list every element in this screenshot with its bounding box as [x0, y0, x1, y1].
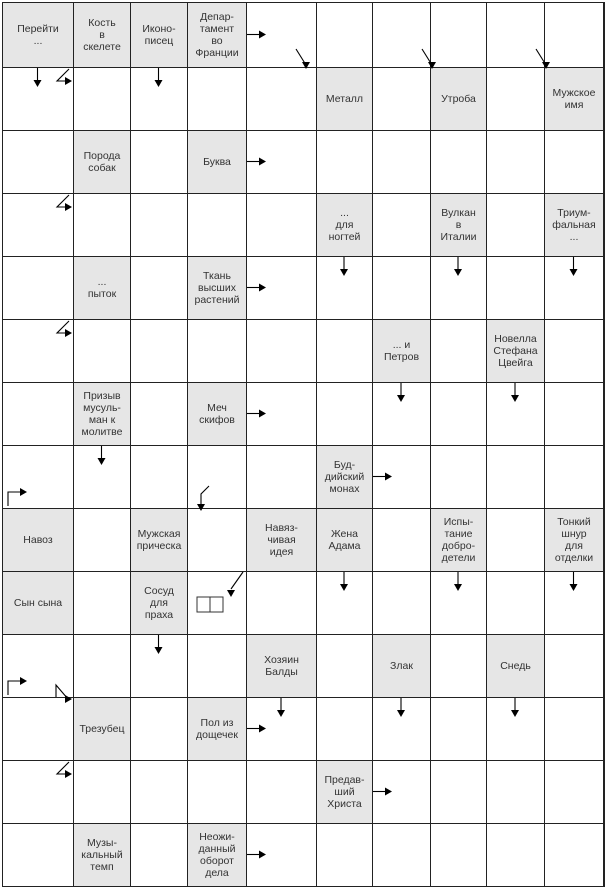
answer-cell[interactable] [187, 67, 247, 131]
answer-cell[interactable] [246, 2, 317, 68]
clue-cell: Неожи- данный оборот дела [187, 823, 247, 887]
answer-cell[interactable] [544, 2, 604, 68]
answer-cell[interactable] [372, 445, 431, 509]
answer-cell[interactable] [372, 823, 431, 887]
answer-cell[interactable] [430, 760, 487, 824]
answer-cell[interactable] [603, 130, 605, 194]
answer-cell[interactable] [603, 382, 605, 446]
answer-cell[interactable] [372, 67, 431, 131]
answer-cell[interactable] [130, 67, 188, 131]
answer-cell[interactable] [73, 571, 131, 635]
clue-cell: Новелла Стефана Цвейга [486, 319, 545, 383]
clue-cell: Триум- фальная ... [544, 193, 604, 257]
answer-cell[interactable] [372, 256, 431, 320]
clue-cell: Сосуд для праха [130, 571, 188, 635]
clue-cell: Ткань высших растений [187, 256, 247, 320]
clue-cell: Перейти ... [2, 2, 74, 68]
answer-cell[interactable] [603, 760, 605, 824]
answer-cell[interactable] [372, 2, 431, 68]
answer-cell[interactable] [430, 2, 487, 68]
answer-cell[interactable] [316, 697, 373, 761]
answer-cell[interactable] [486, 823, 545, 887]
clue-cell: Музы- кальный темп [73, 823, 131, 887]
answer-cell[interactable] [316, 319, 373, 383]
answer-cell[interactable] [246, 130, 317, 194]
answer-cell[interactable] [486, 760, 545, 824]
clue-cell: ... и Петров [372, 319, 431, 383]
answer-cell[interactable] [603, 697, 605, 761]
answer-cell[interactable] [372, 760, 431, 824]
answer-cell[interactable] [430, 823, 487, 887]
answer-cell[interactable] [130, 382, 188, 446]
answer-cell[interactable] [187, 445, 247, 509]
answer-cell[interactable] [430, 571, 487, 635]
answer-cell[interactable] [544, 697, 604, 761]
clue-cell: Вулкан в Италии [430, 193, 487, 257]
answer-cell[interactable] [130, 319, 188, 383]
answer-cell[interactable] [544, 571, 604, 635]
answer-cell[interactable] [372, 697, 431, 761]
answer-cell[interactable] [2, 130, 74, 194]
clue-cell: Мужское имя [544, 67, 604, 131]
answer-cell[interactable] [187, 571, 247, 635]
answer-cell[interactable] [246, 382, 317, 446]
answer-cell[interactable] [603, 193, 605, 257]
clue-cell: Сын сына [2, 571, 74, 635]
clue-cell: Навоз [2, 508, 74, 572]
answer-cell[interactable] [130, 256, 188, 320]
answer-cell[interactable] [486, 67, 545, 131]
answer-cell[interactable] [130, 760, 188, 824]
answer-cell[interactable] [603, 823, 605, 887]
answer-cell[interactable] [372, 193, 431, 257]
answer-cell[interactable] [316, 634, 373, 698]
clue-cell: Металл [316, 67, 373, 131]
answer-cell[interactable] [2, 382, 74, 446]
clue-cell: Утроба [430, 67, 487, 131]
answer-cell[interactable] [544, 256, 604, 320]
answer-cell[interactable] [430, 382, 487, 446]
clue-cell: Жена Адама [316, 508, 373, 572]
answer-cell[interactable] [544, 382, 604, 446]
answer-cell[interactable] [130, 130, 188, 194]
answer-cell[interactable] [316, 571, 373, 635]
answer-cell[interactable] [130, 445, 188, 509]
clue-cell: Трезубец [73, 697, 131, 761]
clue-cell: Предав- ший Христа [316, 760, 373, 824]
answer-cell[interactable] [430, 445, 487, 509]
answer-cell[interactable] [130, 823, 188, 887]
answer-cell[interactable] [430, 634, 487, 698]
answer-cell[interactable] [2, 67, 74, 131]
clue-cell: Испы- тание добро- детели [430, 508, 487, 572]
answer-cell[interactable] [486, 193, 545, 257]
answer-cell[interactable] [316, 823, 373, 887]
answer-cell[interactable] [73, 634, 131, 698]
answer-cell[interactable] [544, 634, 604, 698]
answer-cell[interactable] [2, 445, 74, 509]
answer-cell[interactable] [187, 760, 247, 824]
answer-cell[interactable] [316, 2, 373, 68]
answer-cell[interactable] [246, 67, 317, 131]
answer-cell[interactable] [544, 445, 604, 509]
answer-cell[interactable] [73, 760, 131, 824]
answer-cell[interactable] [430, 256, 487, 320]
answer-cell[interactable] [2, 697, 74, 761]
answer-cell[interactable] [73, 67, 131, 131]
answer-cell[interactable] [544, 130, 604, 194]
answer-cell[interactable] [372, 382, 431, 446]
answer-cell[interactable] [486, 697, 545, 761]
answer-cell[interactable] [430, 697, 487, 761]
answer-cell[interactable] [603, 571, 605, 635]
answer-cell[interactable] [603, 319, 605, 383]
clue-cell: Мужская прическа [130, 508, 188, 572]
answer-cell[interactable] [2, 193, 74, 257]
clue-cell: Навяз- чивая идея [246, 508, 317, 572]
answer-cell[interactable] [603, 634, 605, 698]
answer-cell[interactable] [486, 256, 545, 320]
answer-cell[interactable] [486, 2, 545, 68]
answer-cell[interactable] [372, 571, 431, 635]
answer-cell[interactable] [246, 445, 317, 509]
answer-cell[interactable] [486, 130, 545, 194]
answer-cell[interactable] [430, 319, 487, 383]
answer-cell[interactable] [2, 319, 74, 383]
answer-cell[interactable] [486, 508, 545, 572]
answer-cell[interactable] [372, 508, 431, 572]
clue-cell: Хозяин Балды [246, 634, 317, 698]
answer-cell[interactable] [130, 634, 188, 698]
answer-cell[interactable] [246, 256, 317, 320]
answer-cell[interactable] [73, 445, 131, 509]
answer-cell[interactable] [603, 67, 605, 131]
answer-cell[interactable] [544, 823, 604, 887]
answer-cell[interactable] [2, 760, 74, 824]
answer-cell[interactable] [316, 382, 373, 446]
clue-cell: Буд- дийский монах [316, 445, 373, 509]
answer-cell[interactable] [130, 697, 188, 761]
clue-cell: Депар- тамент во Франции [187, 2, 247, 68]
answer-cell[interactable] [2, 256, 74, 320]
answer-cell[interactable] [603, 2, 605, 68]
answer-cell[interactable] [486, 445, 545, 509]
answer-cell[interactable] [187, 634, 247, 698]
answer-cell[interactable] [486, 571, 545, 635]
answer-cell[interactable] [603, 508, 605, 572]
clue-cell: Порода собак [73, 130, 131, 194]
answer-cell[interactable] [430, 130, 487, 194]
answer-cell[interactable] [246, 823, 317, 887]
answer-cell[interactable] [246, 697, 317, 761]
answer-cell[interactable] [2, 634, 74, 698]
answer-cell[interactable] [372, 130, 431, 194]
answer-cell[interactable] [316, 130, 373, 194]
answer-cell[interactable] [187, 319, 247, 383]
answer-cell[interactable] [246, 193, 317, 257]
answer-cell[interactable] [316, 256, 373, 320]
clue-cell: Пол из дощечек [187, 697, 247, 761]
answer-cell[interactable] [603, 445, 605, 509]
answer-cell[interactable] [246, 571, 317, 635]
answer-cell[interactable] [73, 319, 131, 383]
answer-cell[interactable] [73, 508, 131, 572]
answer-cell[interactable] [2, 823, 74, 887]
answer-cell[interactable] [73, 193, 131, 257]
clue-cell: Призыв мусуль- ман к молитве [73, 382, 131, 446]
clue-cell: Тонкий шнур для отделки [544, 508, 604, 572]
clue-cell: Злак [372, 634, 431, 698]
clue-cell: Меч скифов [187, 382, 247, 446]
answer-cell[interactable] [544, 319, 604, 383]
clue-cell: Буква [187, 130, 247, 194]
answer-cell[interactable] [246, 319, 317, 383]
clue-cell: ... для ногтей [316, 193, 373, 257]
answer-cell[interactable] [603, 256, 605, 320]
answer-cell[interactable] [187, 508, 247, 572]
answer-cell[interactable] [130, 193, 188, 257]
answer-cell[interactable] [187, 193, 247, 257]
answer-cell[interactable] [246, 760, 317, 824]
answer-cell[interactable] [486, 382, 545, 446]
clue-cell: Кость в скелете [73, 2, 131, 68]
clue-cell: ... пыток [73, 256, 131, 320]
answer-cell[interactable] [544, 760, 604, 824]
clue-cell: Иконо- писец [130, 2, 188, 68]
clue-cell: Снедь [486, 634, 545, 698]
